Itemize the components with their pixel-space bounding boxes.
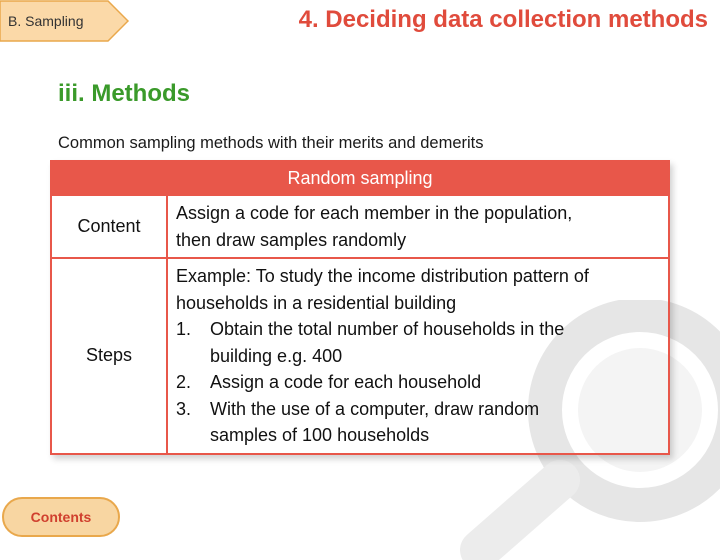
step-line: Obtain the total number of households in the xyxy=(210,319,565,339)
section-tag xyxy=(0,0,130,42)
steps-list xyxy=(176,316,660,449)
step-number: 3. xyxy=(176,398,192,419)
section-title: iii. Methods xyxy=(58,80,190,107)
row-label-steps: Steps xyxy=(51,258,167,454)
table-heading: Random sampling xyxy=(51,161,669,195)
step-line: samples of 100 households xyxy=(210,425,430,445)
steps-intro-line: Example: To study the income distribution pattern of xyxy=(176,266,589,286)
steps-cell xyxy=(167,258,669,454)
step-line: building e.g. 400 xyxy=(210,345,343,366)
step-number: 2. xyxy=(176,372,192,392)
list-item xyxy=(176,369,660,396)
row-label-content: Content xyxy=(51,195,167,258)
list-item xyxy=(176,396,660,449)
page-title: 4. Deciding data collection methods xyxy=(298,6,708,33)
content-cell xyxy=(167,195,669,258)
tag-label: B. Sampling xyxy=(8,13,84,29)
list-item xyxy=(176,316,660,369)
content-line: then draw samples randomly xyxy=(176,229,407,250)
steps-intro-line: households in a residential building xyxy=(176,292,457,313)
subtitle: Common sampling methods with their merits and demerits xyxy=(58,134,484,152)
methods-table xyxy=(50,160,670,455)
step-line: With the use of a computer, draw random xyxy=(210,398,540,419)
contents-button[interactable]: Contents xyxy=(2,497,120,537)
step-line: Assign a code for each household xyxy=(210,372,482,392)
step-number: 1. xyxy=(176,319,192,339)
content-line: Assign a code for each member in the population, xyxy=(176,203,573,223)
